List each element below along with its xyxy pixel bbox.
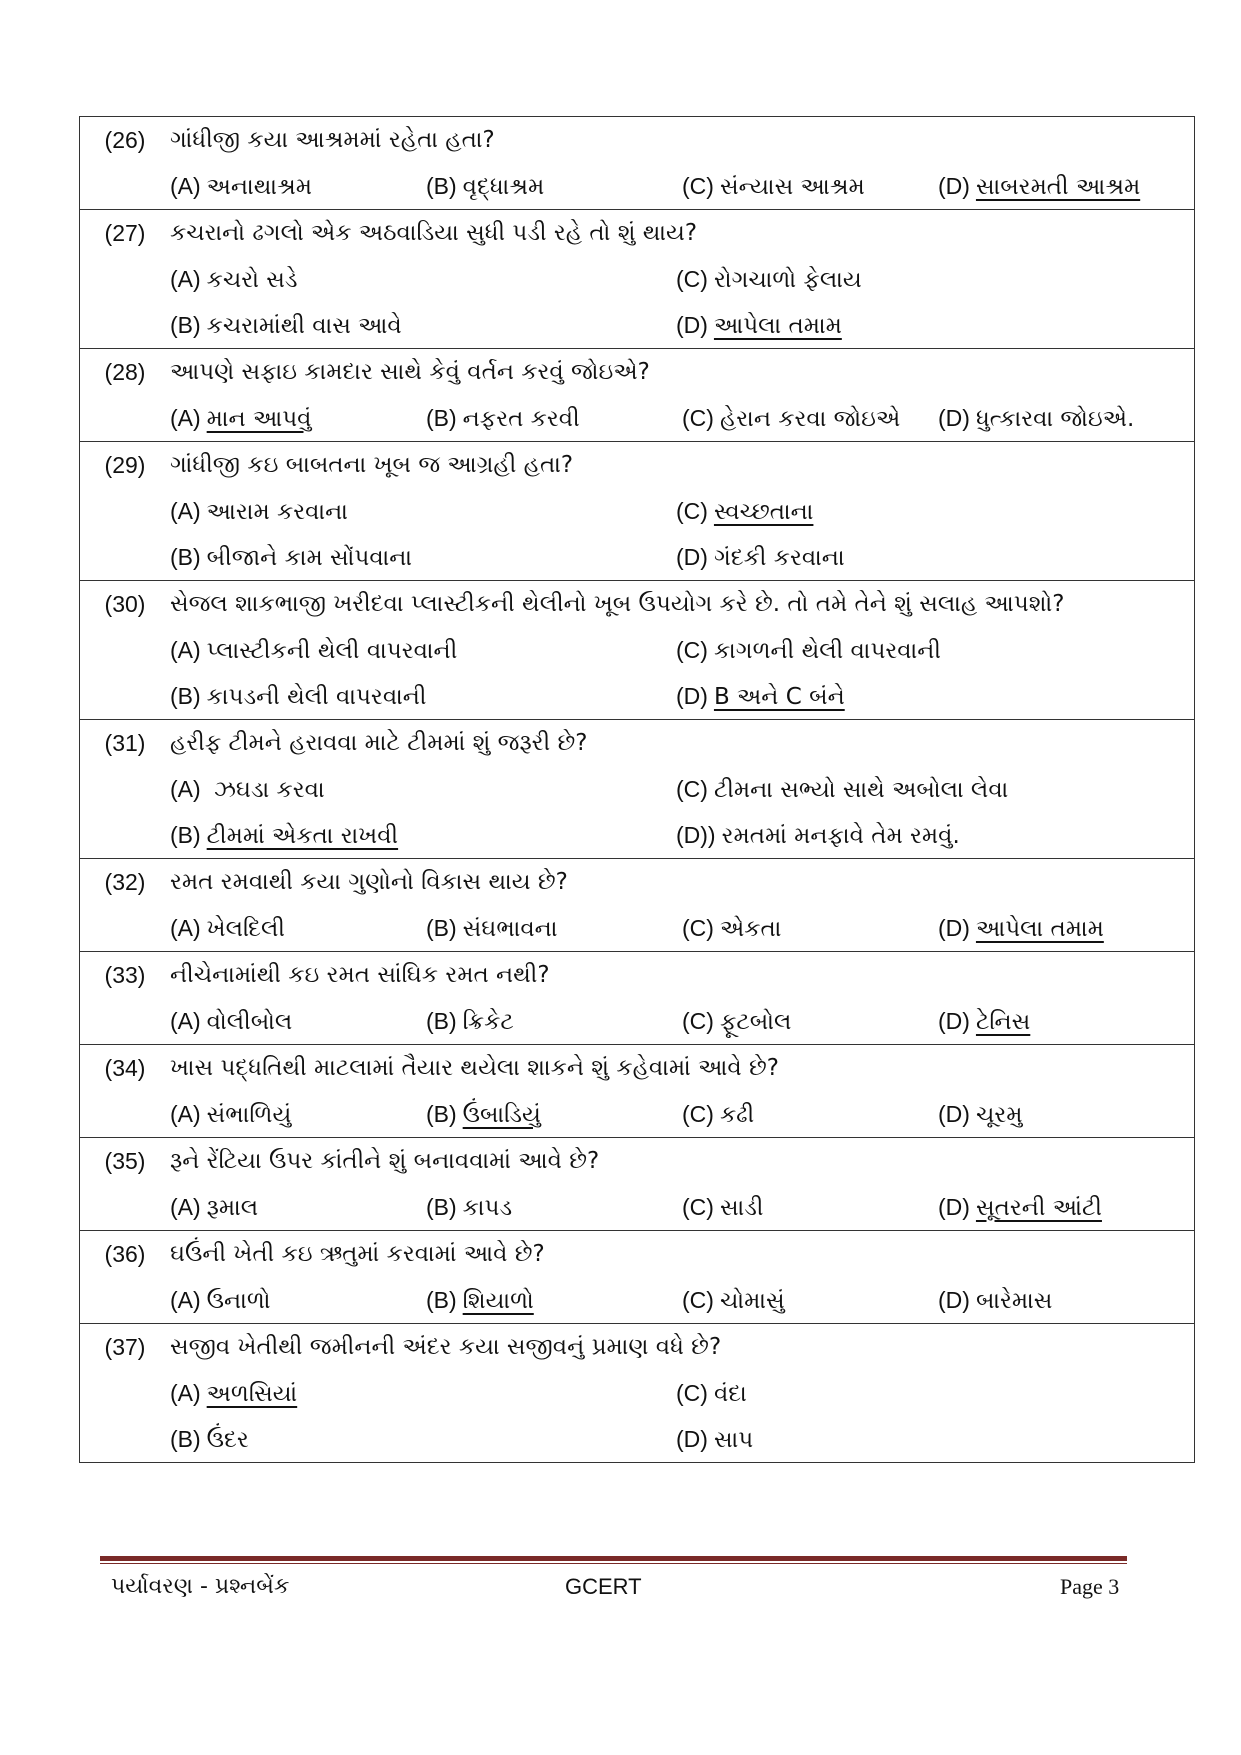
options-row (80, 1184, 1194, 1230)
options-row (80, 766, 1194, 812)
correct-option-text: શિયાળો (462, 1287, 534, 1314)
answer-option (676, 776, 1182, 803)
answer-option (170, 1101, 426, 1128)
answer-option (170, 173, 426, 200)
correct-option-text: માન આપવું (206, 405, 312, 432)
correct-option-text: આપેલા તમામ (975, 915, 1104, 942)
option-text: કાગળની થેલી વાપરવાની (713, 637, 941, 664)
options-row (80, 1370, 1194, 1416)
question-text: કચરાનો ઢગલો એક અઠવાડિયા સુધી પડી રહે તો શું થાય? (170, 220, 698, 246)
question-block (79, 858, 1195, 951)
option-label: (A) (170, 1379, 201, 1406)
question-line (80, 442, 1194, 488)
correct-option-text: સૂતરની આંટી (975, 1194, 1102, 1221)
question-number: (35) (104, 1147, 146, 1174)
options-row (80, 998, 1194, 1044)
question-number: (34) (104, 1054, 146, 1081)
option-text: અનાથાશ્રમ (206, 173, 312, 200)
question-text: સેજલ શાકભાજી ખરીદવા પ્લાસ્ટીકની થેલીનો ખૂબ ઉપયોગ કરે છે. તો તમે તેને શું સલાહ આપશો? (170, 591, 1065, 617)
options-row (80, 905, 1194, 951)
option-label: (C) (676, 636, 708, 663)
correct-option-text: સ્વચ્છતાના (713, 498, 814, 525)
option-label: (D) (938, 172, 970, 199)
option-text: રોગચાળો ફેલાય (713, 266, 862, 293)
option-label: (C) (682, 1007, 714, 1034)
option-text: પ્લાસ્ટીકની થેલી વાપરવાની (206, 637, 458, 664)
answer-option (170, 822, 676, 849)
answer-option (676, 312, 1182, 339)
option-label: (C) (682, 1286, 714, 1313)
option-text: ધુત્કારવા જોઇએ. (975, 405, 1135, 432)
option-label: (D) (938, 914, 970, 941)
option-label: (A) (170, 636, 201, 663)
answer-option (170, 544, 676, 571)
answer-option (938, 1008, 1194, 1035)
option-label: (B) (426, 1100, 457, 1127)
option-text: બીજાને કામ સોંપવાના (206, 544, 413, 571)
question-text: ગાંધીજી કઇ બાબતના ખૂબ જ આગ્રહી હતા? (170, 452, 574, 478)
option-label: (D) (676, 682, 708, 709)
option-label: (B) (426, 914, 457, 941)
options-row (80, 1416, 1194, 1462)
answer-option (170, 1008, 426, 1035)
option-text: ગંદકી કરવાના (713, 544, 845, 571)
option-text: ચૂરમુ (975, 1101, 1023, 1128)
answer-option (682, 405, 938, 432)
answer-option (676, 266, 1182, 293)
option-text: વંદા (713, 1380, 747, 1407)
footer-publisher: GCERT (565, 1574, 642, 1599)
question-table (79, 116, 1195, 1463)
correct-option-text: ટેનિસ (975, 1008, 1031, 1035)
question-line (80, 1231, 1194, 1277)
answer-option (170, 683, 676, 710)
options-row (80, 1277, 1194, 1323)
option-label: (A) (170, 1286, 201, 1313)
option-text: ક્રિકેટ (462, 1008, 514, 1035)
option-label: (C) (682, 914, 714, 941)
question-line (80, 1045, 1194, 1091)
question-line (80, 117, 1194, 163)
option-text: વૃદ્ધાશ્રમ (462, 173, 545, 200)
option-text: ટીમના સભ્યો સાથે અબોલા લેવા (713, 776, 1009, 803)
question-block (79, 1323, 1195, 1463)
question-block (79, 348, 1195, 441)
option-label: (B) (426, 172, 457, 199)
question-number: (32) (104, 868, 146, 895)
question-block (79, 719, 1195, 858)
question-line (80, 1138, 1194, 1184)
option-label: (A) (170, 914, 201, 941)
option-text: કચરો સડે (206, 266, 298, 293)
answer-option (170, 776, 676, 803)
option-label: (D) (938, 404, 970, 431)
option-label: (A) (170, 1193, 201, 1220)
question-block (79, 116, 1195, 209)
answer-option (426, 1101, 682, 1128)
question-text: ખાસ પદ્ધતિથી માટલામાં તૈયાર થયેલા શાકને શું કહેવામાં આવે છે? (170, 1055, 779, 1081)
answer-option (170, 1426, 676, 1453)
option-label: (D) (938, 1286, 970, 1313)
question-number: (30) (104, 590, 146, 617)
answer-option (938, 1194, 1194, 1221)
question-number: (29) (104, 451, 146, 478)
question-number: (28) (104, 358, 146, 385)
option-label: (B) (170, 682, 201, 709)
option-label: (A) (170, 404, 201, 431)
option-text: ઝઘડા કરવા (206, 776, 325, 803)
options-row (80, 302, 1194, 348)
answer-option (676, 498, 1182, 525)
answer-option (426, 1287, 682, 1314)
options-row (80, 627, 1194, 673)
question-block (79, 209, 1195, 348)
question-block (79, 1230, 1195, 1323)
answer-option (426, 173, 682, 200)
answer-option (170, 1380, 676, 1407)
question-text: હરીફ ટીમને હરાવવા માટે ટીમમાં શું જરૂરી છે? (170, 730, 588, 756)
option-text: રૂમાલ (206, 1194, 259, 1221)
option-text: એકતા (719, 915, 782, 942)
question-line (80, 859, 1194, 905)
options-row (80, 163, 1194, 209)
answer-option (676, 544, 1182, 571)
correct-option-text: અળસિયાં (206, 1380, 298, 1407)
answer-option (682, 915, 938, 942)
option-label: (A) (170, 1100, 201, 1127)
option-text: નફરત કરવી (462, 405, 580, 432)
answer-option (938, 1287, 1194, 1314)
options-row (80, 1091, 1194, 1137)
question-line (80, 210, 1194, 256)
option-label: (C) (676, 1379, 708, 1406)
option-text: સંન્યાસ આશ્રમ (719, 173, 865, 200)
option-text: સાપ (713, 1426, 754, 1453)
option-label: (B) (170, 543, 201, 570)
option-label: (B) (170, 311, 201, 338)
correct-option-text: આપેલા તમામ (713, 312, 842, 339)
answer-option (682, 1194, 938, 1221)
option-text: ઉંદર (206, 1426, 249, 1453)
answer-option (676, 822, 1182, 849)
option-label: (A) (170, 172, 201, 199)
options-row (80, 673, 1194, 719)
option-label: (D) (676, 1425, 708, 1452)
footer-subject: પર્યાવરણ - પ્રશ્નબેંક (111, 1574, 290, 1599)
question-number: (27) (104, 219, 146, 246)
option-label: (B) (170, 1425, 201, 1452)
question-block (79, 1137, 1195, 1230)
options-row (80, 256, 1194, 302)
answer-option (938, 405, 1194, 432)
answer-option (676, 637, 1182, 664)
option-label: (D) (676, 543, 708, 570)
option-text: વોલીબોલ (206, 1008, 293, 1035)
correct-option-text: ઉંબાડિયું (462, 1101, 541, 1128)
option-label: (C) (682, 404, 714, 431)
option-label: (C) (682, 1193, 714, 1220)
footer-rule (100, 1556, 1127, 1561)
option-label: (B) (426, 404, 457, 431)
option-label: (A) (170, 497, 201, 524)
option-text: આરામ કરવાના (206, 498, 348, 525)
question-text: ઘઉંની ખેતી કઇ ઋતુમાં કરવામાં આવે છે? (170, 1241, 545, 1267)
option-label: (C) (676, 775, 708, 802)
answer-option (676, 1380, 1182, 1407)
answer-option (938, 1101, 1194, 1128)
question-text: આપણે સફાઇ કામદાર સાથે કેવું વર્તન કરવું જોઇએ? (170, 359, 650, 385)
option-label: (D) (676, 311, 708, 338)
answer-option (426, 1008, 682, 1035)
option-text: કઢી (719, 1101, 755, 1128)
answer-option (170, 637, 676, 664)
answer-option (170, 266, 676, 293)
question-block (79, 1044, 1195, 1137)
option-text: ફૂટબોલ (719, 1008, 792, 1035)
option-label: (C) (682, 1100, 714, 1127)
option-text: સંભાળિયું (206, 1101, 292, 1128)
option-text: સંઘભાવના (462, 915, 558, 942)
option-text: હેરાન કરવા જોઇએ (719, 405, 901, 432)
option-text: ચોમાસું (719, 1287, 785, 1314)
answer-option (682, 1008, 938, 1035)
footer-page-number: Page 3 (1060, 1574, 1120, 1599)
option-label: (B) (426, 1193, 457, 1220)
answer-option (426, 915, 682, 942)
answer-option (938, 915, 1194, 942)
option-label: (B) (426, 1007, 457, 1034)
question-block (79, 580, 1195, 719)
question-number: (33) (104, 961, 146, 988)
option-text: કાપડ (462, 1194, 513, 1221)
options-row (80, 812, 1194, 858)
question-block (79, 951, 1195, 1044)
options-row (80, 534, 1194, 580)
answer-option (676, 683, 1182, 710)
answer-option (682, 173, 938, 200)
option-label: (B) (426, 1286, 457, 1313)
option-label: (D) (938, 1100, 970, 1127)
question-number: (26) (104, 126, 146, 153)
question-number: (37) (104, 1333, 146, 1360)
option-text: બારેમાસ (975, 1287, 1053, 1314)
answer-option (426, 1194, 682, 1221)
options-row (80, 488, 1194, 534)
answer-option (426, 405, 682, 432)
correct-option-text: ટીમમાં એકતા રાખવી (206, 822, 399, 849)
option-label: (D) (938, 1007, 970, 1034)
correct-option-text: B અને C બંને (713, 683, 845, 710)
question-text: રૂને રેંટિયા ઉપર કાંતીને શું બનાવવામાં આવે છે? (170, 1148, 600, 1174)
option-label: (C) (682, 172, 714, 199)
question-text: નીચેનામાંથી કઇ રમત સાંઘિક રમત નથી? (170, 962, 550, 988)
option-label: (C) (676, 265, 708, 292)
answer-option (170, 498, 676, 525)
option-label: (A) (170, 1007, 201, 1034)
answer-option (170, 1287, 426, 1314)
options-row (80, 395, 1194, 441)
option-text: કચરામાંથી વાસ આવે (206, 312, 402, 339)
option-text: સાડી (719, 1194, 764, 1221)
answer-option (170, 405, 426, 432)
option-text: ઉનાળો (206, 1287, 271, 1314)
correct-option-text: સાબરમતી આશ્રમ (975, 173, 1141, 200)
question-line (80, 952, 1194, 998)
question-number: (31) (104, 729, 146, 756)
option-text: રમતમાં મનફાવે તેમ રમવું. (721, 822, 960, 849)
option-label: (D) (938, 1193, 970, 1220)
option-text: ખેલદિલી (206, 915, 285, 942)
option-label: (C) (676, 497, 708, 524)
question-line (80, 720, 1194, 766)
answer-option (676, 1426, 1182, 1453)
question-number: (36) (104, 1240, 146, 1267)
question-line (80, 349, 1194, 395)
option-text: કાપડની થેલી વાપરવાની (206, 683, 427, 710)
question-line (80, 581, 1194, 627)
answer-option (170, 915, 426, 942)
question-text: ગાંધીજી કયા આશ્રમમાં રહેતા હતા? (170, 127, 495, 153)
answer-option (682, 1287, 938, 1314)
question-text: રમત રમવાથી કયા ગુણોનો વિકાસ થાય છે? (170, 869, 568, 895)
option-label: (A) (170, 265, 201, 292)
answer-option (170, 312, 676, 339)
question-text: સજીવ ખેતીથી જમીનની અંદર કયા સજીવનું પ્રમાણ વધે છે? (170, 1334, 722, 1360)
option-label: (A) (170, 775, 201, 802)
footer-rule-thin (100, 1563, 1127, 1564)
answer-option (682, 1101, 938, 1128)
option-label: (B) (170, 821, 201, 848)
option-label: (D)) (676, 821, 716, 848)
question-line (80, 1324, 1194, 1370)
question-block (79, 441, 1195, 580)
answer-option (170, 1194, 426, 1221)
answer-option (938, 173, 1194, 200)
